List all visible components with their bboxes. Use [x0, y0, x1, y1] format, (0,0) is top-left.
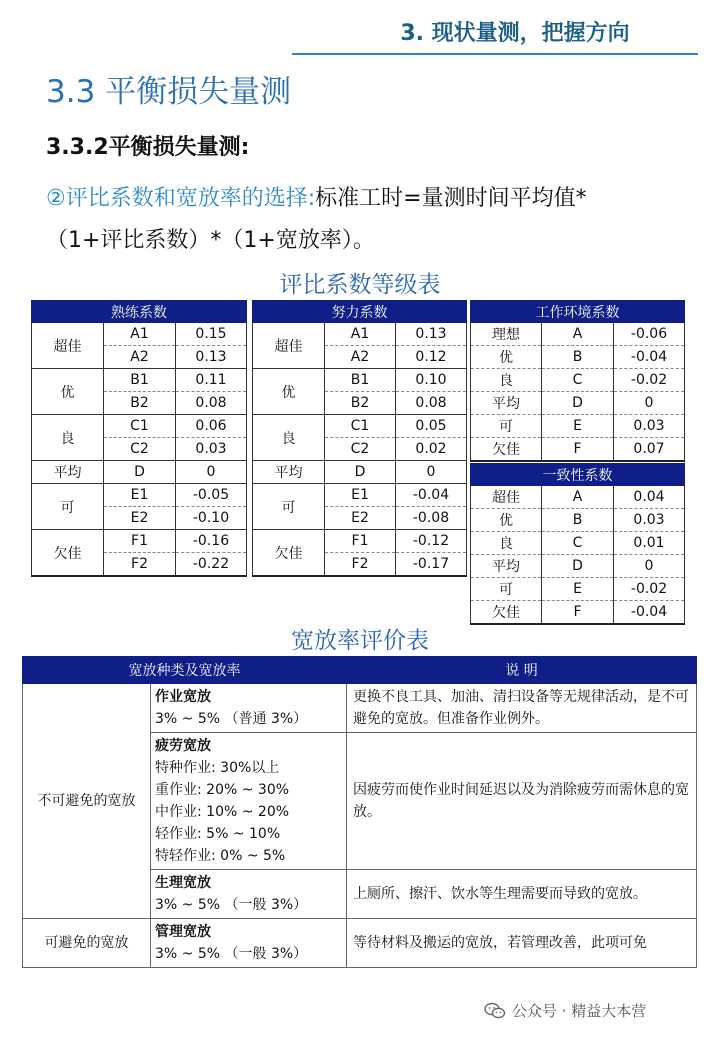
- code-cell: E: [542, 578, 614, 601]
- allowance-rate: 3% ~ 5% （普通 3%）: [155, 711, 308, 727]
- allowance-rate: 重作业: 20% ~ 30%: [155, 782, 290, 798]
- code-cell: D: [542, 392, 614, 415]
- grade-cell: 可: [471, 415, 542, 438]
- code-cell: B1: [325, 369, 396, 392]
- value-cell: -0.04: [396, 484, 467, 507]
- value-cell: 0.11: [176, 369, 247, 392]
- value-cell: 0: [176, 461, 247, 484]
- value-cell: 0.02: [396, 438, 467, 461]
- allowance-type-header: 宽放种类及宽放率: [23, 657, 347, 684]
- allowance-rate: 特种作业: 30%以上: [155, 760, 280, 776]
- grade-cell: 理想: [471, 323, 542, 346]
- code-cell: C2: [104, 438, 176, 461]
- grade-cell: 优: [471, 346, 542, 369]
- consistency-table: [470, 463, 685, 625]
- code-cell: B: [542, 509, 614, 532]
- grade-cell: 超佳: [32, 323, 104, 369]
- value-cell: 0.08: [176, 392, 247, 415]
- allowance-table-caption: 宽放率评价表: [291, 628, 429, 654]
- value-cell: 0: [396, 461, 467, 484]
- grade-cell: 平均: [253, 461, 325, 484]
- code-cell: A: [542, 486, 614, 509]
- code-cell: A1: [104, 323, 176, 346]
- allowance-kind-cell: [151, 919, 347, 968]
- grade-cell: 可: [471, 578, 542, 601]
- category-cell: 不可避免的宽放: [23, 684, 151, 919]
- allowance-kind-name: 管理宽放: [155, 924, 211, 940]
- grade-cell: 良: [471, 369, 542, 392]
- value-cell: -0.10: [176, 507, 247, 530]
- allowance-kind-name: 生理宽放: [155, 875, 211, 891]
- value-cell: -0.02: [614, 369, 685, 392]
- value-cell: -0.05: [176, 484, 247, 507]
- allowance-kind-cell: [151, 733, 347, 870]
- code-cell: E: [542, 415, 614, 438]
- code-cell: C2: [325, 438, 396, 461]
- code-cell: F1: [104, 530, 176, 553]
- value-cell: 0.06: [176, 415, 247, 438]
- code-cell: B: [542, 346, 614, 369]
- value-cell: 0.12: [396, 346, 467, 369]
- allowance-kind-name: 疲劳宽放: [155, 738, 211, 754]
- grade-cell: 欠佳: [471, 438, 542, 462]
- intro-formula-1: 标准工时=量测时间平均值*: [315, 186, 587, 211]
- allowance-kind-cell: [151, 870, 347, 919]
- value-cell: 0.15: [176, 323, 247, 346]
- grade-cell: 可: [32, 484, 104, 530]
- watermark: [484, 1000, 646, 1021]
- value-cell: 0.04: [614, 486, 685, 509]
- code-cell: E1: [104, 484, 176, 507]
- value-cell: 0.10: [396, 369, 467, 392]
- code-cell: F1: [325, 530, 396, 553]
- code-cell: D: [325, 461, 396, 484]
- code-cell: F: [542, 438, 614, 462]
- value-cell: 0.13: [396, 323, 467, 346]
- code-cell: E2: [325, 507, 396, 530]
- code-cell: C: [542, 369, 614, 392]
- allowance-table: [22, 656, 697, 968]
- value-cell: -0.12: [396, 530, 467, 553]
- value-cell: -0.17: [396, 553, 467, 577]
- rating-table-caption: 评比系数等级表: [279, 272, 441, 298]
- code-cell: B2: [104, 392, 176, 415]
- grade-cell: 欠佳: [32, 530, 104, 577]
- value-cell: 0.07: [614, 438, 685, 462]
- allowance-desc-cell: 等待材料及搬运的宽放，若管理改善，此项可免: [347, 919, 697, 968]
- grade-cell: 欠佳: [471, 601, 542, 625]
- allowance-rate: 3% ~ 5% （一般 3%）: [155, 897, 308, 913]
- category-cell: 可避免的宽放: [23, 919, 151, 968]
- code-cell: E2: [104, 507, 176, 530]
- grade-cell: 良: [253, 415, 325, 461]
- grade-cell: 优: [32, 369, 104, 415]
- effort-table-title: 努力系数: [253, 301, 467, 323]
- allowance-desc-cell: 上厕所、擦汗、饮水等生理需要而导致的宽放。: [347, 870, 697, 919]
- allowance-kind-cell: [151, 684, 347, 733]
- value-cell: 0.13: [176, 346, 247, 369]
- code-cell: D: [104, 461, 176, 484]
- grade-cell: 可: [253, 484, 325, 530]
- chapter-header: 3. 现状量测，把握方向: [400, 21, 630, 46]
- value-cell: 0.03: [614, 509, 685, 532]
- value-cell: 0.05: [396, 415, 467, 438]
- wechat-icon: [484, 1002, 506, 1020]
- allowance-rate: 中作业: 10% ~ 20%: [155, 804, 290, 820]
- code-cell: A1: [325, 323, 396, 346]
- grade-cell: 超佳: [471, 486, 542, 509]
- environment-table: [470, 300, 685, 462]
- value-cell: -0.08: [396, 507, 467, 530]
- intro-lead: ②评比系数和宽放率的选择:: [46, 186, 316, 211]
- allowance-desc-cell: 因疲劳而使作业时间延迟以及为消除疲劳而需休息的宽放。: [347, 733, 697, 870]
- allowance-desc-header: 说 明: [347, 657, 697, 684]
- grade-cell: 平均: [471, 555, 542, 578]
- header-divider: [292, 53, 698, 55]
- effort-table: [252, 300, 467, 577]
- value-cell: -0.02: [614, 578, 685, 601]
- code-cell: E1: [325, 484, 396, 507]
- intro-formula-2: （1+评比系数）*（1+宽放率）。: [46, 228, 375, 253]
- allowance-rate: 特轻作业: 0% ~ 5%: [155, 848, 286, 864]
- grade-cell: 欠佳: [253, 530, 325, 577]
- subsection-title: 3.3.2平衡损失量测:: [46, 135, 250, 160]
- code-cell: D: [542, 555, 614, 578]
- watermark-text: 公众号 · 精益大本营: [512, 1002, 647, 1020]
- code-cell: B2: [325, 392, 396, 415]
- grade-cell: 良: [471, 532, 542, 555]
- intro-paragraph: [46, 178, 686, 262]
- value-cell: -0.22: [176, 553, 247, 577]
- code-cell: A2: [104, 346, 176, 369]
- grade-cell: 良: [32, 415, 104, 461]
- value-cell: 0: [614, 555, 685, 578]
- value-cell: -0.06: [614, 323, 685, 346]
- value-cell: 0.03: [614, 415, 685, 438]
- section-title: 3.3 平衡损失量测: [46, 74, 292, 110]
- code-cell: F: [542, 601, 614, 625]
- environment-table-title: 工作环境系数: [471, 301, 685, 323]
- allowance-kind-name: 作业宽放: [155, 689, 211, 705]
- value-cell: -0.16: [176, 530, 247, 553]
- value-cell: 0.03: [176, 438, 247, 461]
- value-cell: 0.01: [614, 532, 685, 555]
- grade-cell: 平均: [32, 461, 104, 484]
- skill-table: [31, 300, 247, 577]
- value-cell: -0.04: [614, 601, 685, 625]
- value-cell: 0: [614, 392, 685, 415]
- skill-table-title: 熟练系数: [32, 301, 247, 323]
- grade-cell: 优: [253, 369, 325, 415]
- code-cell: A2: [325, 346, 396, 369]
- code-cell: F2: [325, 553, 396, 577]
- allowance-rate: 3% ~ 5% （一般 3%）: [155, 946, 308, 962]
- grade-cell: 超佳: [253, 323, 325, 369]
- grade-cell: 平均: [471, 392, 542, 415]
- consistency-table-title: 一致性系数: [471, 464, 685, 486]
- allowance-rate: 轻作业: 5% ~ 10%: [155, 826, 281, 842]
- grade-cell: 优: [471, 509, 542, 532]
- code-cell: A: [542, 323, 614, 346]
- value-cell: -0.04: [614, 346, 685, 369]
- code-cell: B1: [104, 369, 176, 392]
- code-cell: F2: [104, 553, 176, 577]
- code-cell: C1: [325, 415, 396, 438]
- allowance-desc-cell: 更换不良工具、加油、清扫设备等无规律活动，是不可避免的宽放。但准备作业例外。: [347, 684, 697, 733]
- code-cell: C: [542, 532, 614, 555]
- value-cell: 0.08: [396, 392, 467, 415]
- code-cell: C1: [104, 415, 176, 438]
